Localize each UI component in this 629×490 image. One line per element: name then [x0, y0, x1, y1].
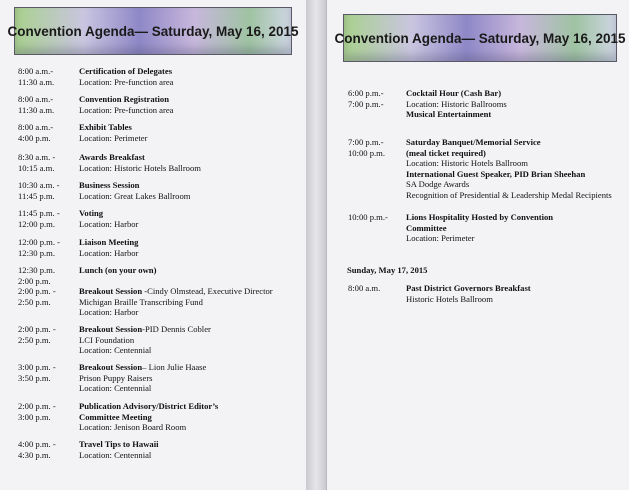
entry-title: Cocktail Hour (Cash Bar) — [406, 88, 502, 98]
entry-time — [18, 208, 78, 229]
entry-description — [79, 237, 138, 258]
entry-time — [18, 401, 78, 422]
start-time: 8:00 a.m. — [348, 283, 381, 293]
entry-title: Past District Governors Breakfast — [406, 283, 531, 293]
end-time: 10:15 a.m. — [18, 162, 55, 173]
start-time: 4:00 p.m. - — [18, 439, 56, 449]
start-time: 8:00 a.m.- — [18, 66, 54, 76]
entry-description — [79, 122, 148, 143]
entry-time — [18, 286, 78, 307]
agenda-banner-left — [7, 7, 299, 55]
entry-description — [79, 286, 273, 318]
entry-description — [79, 152, 201, 173]
entry-detail: Location: Centennial — [79, 345, 152, 355]
sunday-heading: Sunday, May 17, 2015 — [347, 265, 428, 275]
entry-detail: Location: Historic Hotels Ballroom — [79, 162, 201, 173]
entry-description — [79, 180, 190, 201]
entry-time — [18, 180, 78, 201]
entry-time — [18, 237, 78, 258]
entry-description — [79, 401, 218, 433]
end-time: 11:30 a.m. — [18, 76, 55, 87]
end-time: 4:30 p.m. — [18, 449, 51, 460]
entry-time — [348, 137, 408, 158]
entry-detail: Location: Jenison Board Room — [79, 422, 187, 432]
entry-detail: Location: Pre-function area — [79, 76, 174, 87]
end-time: 10:00 p.m. — [348, 147, 386, 158]
entry-detail: Location: Historic Hotels Ballroom — [406, 158, 528, 168]
entry-time — [18, 122, 78, 143]
start-time: 12:00 p.m. - — [18, 237, 61, 247]
entry-detail: Location: Perimeter — [406, 233, 475, 243]
page-gutter — [306, 0, 326, 490]
start-time: 6:00 p.m.- — [348, 88, 384, 98]
entry-title: Lunch (on your own) — [79, 265, 157, 275]
entry-description — [79, 66, 174, 87]
end-time: 4:00 p.m. — [18, 132, 51, 143]
entry-detail: Location: Perimeter — [79, 132, 148, 143]
entry-title: Liaison Meeting — [79, 237, 139, 247]
entry-detail: Location: Great Lakes Ballroom — [79, 190, 191, 201]
entry-title: International Guest Speaker, PID Brian Sheehan — [406, 168, 586, 179]
entry-detail: Michigan Braille Transcribing Fund — [79, 296, 203, 307]
entry-time — [18, 362, 78, 383]
entry-detail: LCI Foundation — [79, 334, 135, 345]
end-time: 11:45 p.m. — [18, 190, 55, 201]
entry-description — [406, 212, 553, 244]
entry-time — [18, 265, 78, 286]
entry-time — [18, 152, 78, 173]
entry-description — [79, 94, 174, 115]
end-time: 12:00 p.m. — [18, 218, 56, 229]
entry-title: Travel Tips to Hawaii — [79, 439, 159, 449]
entry-time — [18, 66, 78, 87]
entry-title: Breakout Session-PID Dennis Cobler — [79, 324, 211, 334]
end-time: 2:50 p.m. — [18, 296, 51, 307]
start-time: 10:30 a.m. - — [18, 180, 60, 190]
end-time: 2:00 p.m. — [18, 275, 51, 286]
entry-speaker: – Lion Julie Haase — [142, 362, 207, 372]
entry-title: Saturday Banquet/Memorial Service — [406, 137, 541, 147]
entry-description — [406, 137, 612, 200]
entry-description — [406, 88, 507, 120]
entry-title: Convention Registration — [79, 94, 169, 104]
entry-detail: Location: Harbor — [79, 247, 139, 258]
entry-detail: SA Dodge Awards — [406, 179, 470, 189]
entry-detail: Prison Puppy Raisers — [79, 372, 153, 383]
start-time: 2:00 p.m. - — [18, 324, 56, 334]
entry-detail: Recognition of Presidential & Leadership Medal Recipients — [406, 189, 612, 200]
entry-time — [348, 283, 408, 294]
banner-title: Convention Agenda— Saturday, May 16, 2015 — [334, 30, 626, 46]
entry-title: Business Session — [79, 180, 140, 190]
end-time: 7:00 p.m.- — [348, 98, 384, 109]
entry-title: Lions Hospitality Hosted by Convention — [406, 212, 554, 222]
start-time: 8:00 a.m.- — [18, 122, 54, 132]
banner-title: Convention Agenda— Saturday, May 16, 2015 — [7, 23, 299, 39]
start-time: 2:00 p.m. - — [18, 401, 56, 411]
start-time: 8:30 a.m. - — [18, 152, 56, 162]
entry-title: Publication Advisory/District Editor’s — [79, 401, 219, 411]
start-time: 10:00 p.m.- — [348, 212, 388, 222]
start-time: 8:00 a.m.- — [18, 94, 54, 104]
entry-speaker: -Cindy Olmstead, Executive Director — [142, 286, 273, 296]
end-time: 3:00 p.m. — [18, 411, 51, 422]
entry-detail: Historic Hotels Ballroom — [406, 293, 493, 304]
entry-detail: Location: Historic Ballrooms — [406, 98, 507, 109]
entry-time — [348, 212, 408, 223]
entry-title: Certification of Delegates — [79, 66, 173, 76]
entry-title: Exhibit Tables — [79, 122, 132, 132]
entry-title: Committee Meeting — [79, 411, 152, 422]
end-time: 11:30 a.m. — [18, 104, 55, 115]
entry-time — [18, 94, 78, 115]
end-time: 12:30 p.m. — [18, 247, 56, 258]
entry-detail: Location: Harbor — [79, 218, 139, 229]
entry-description — [406, 283, 531, 304]
entry-detail: Location: Centennial — [79, 383, 152, 393]
entry-description — [79, 324, 211, 356]
start-time: 2:00 p.m. - — [18, 286, 56, 296]
start-time: 7:00 p.m.- — [348, 137, 384, 147]
entry-title: Musical Entertainment — [406, 109, 492, 119]
entry-description — [79, 362, 206, 394]
right-page — [326, 0, 629, 490]
entry-title: Breakout Session– Lion Julie Haase — [79, 362, 207, 372]
entry-title: Awards Breakfast — [79, 152, 145, 162]
entry-title: Committee — [406, 222, 447, 233]
entry-detail: Location: Centennial — [79, 449, 152, 460]
entry-time — [18, 324, 78, 345]
entry-detail: Location: Pre-function area — [79, 104, 174, 115]
entry-time — [18, 439, 78, 460]
left-page — [0, 0, 307, 490]
start-time: 12:30 p.m. — [18, 265, 56, 275]
start-time: 3:00 p.m. - — [18, 362, 56, 372]
entry-title: (meal ticket required) — [406, 147, 486, 158]
agenda-banner-right — [334, 14, 626, 62]
entry-detail: Location: Harbor — [79, 307, 139, 317]
entry-title: Breakout Session -Cindy Olmstead, Executive Director — [79, 286, 273, 296]
end-time: 3:50 p.m. — [18, 372, 51, 383]
entry-description — [79, 208, 138, 229]
entry-description — [79, 265, 156, 276]
entry-speaker: -PID Dennis Cobler — [142, 324, 211, 334]
end-time: 2:50 p.m. — [18, 334, 51, 345]
entry-description — [79, 439, 159, 460]
entry-time — [348, 88, 408, 109]
start-time: 11:45 p.m. - — [18, 208, 60, 218]
entry-title: Voting — [79, 208, 104, 218]
